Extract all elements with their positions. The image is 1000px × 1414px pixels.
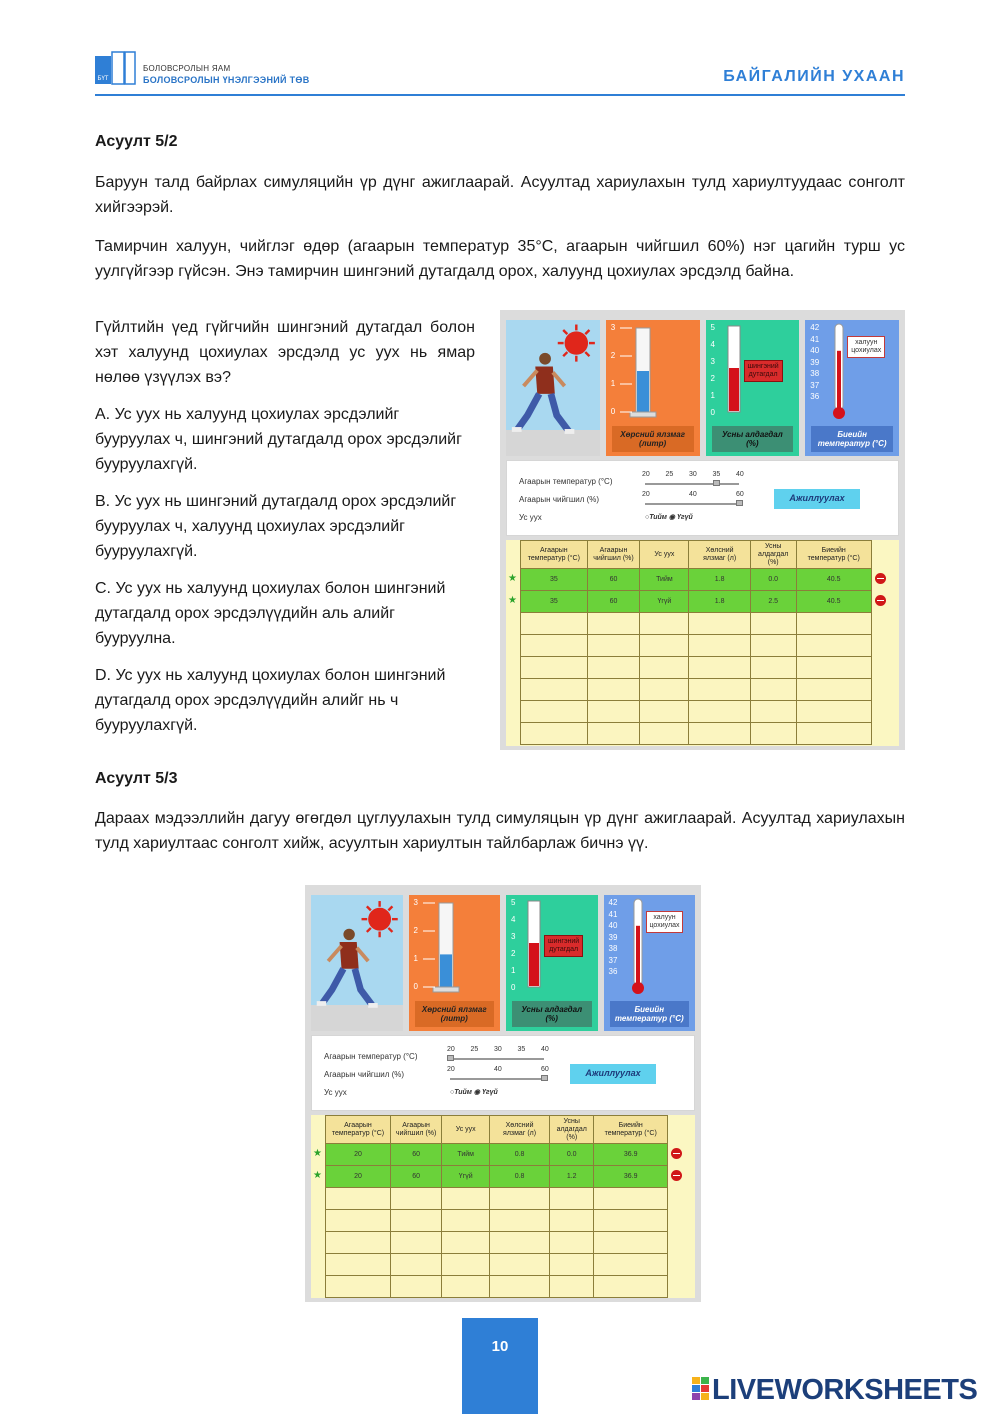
column-header-line: Агаарын: [402, 1121, 430, 1129]
body-temp-label: [811, 426, 893, 452]
table-cell: [750, 613, 796, 635]
simulation-controls: [311, 1035, 695, 1111]
scale-tick: 3: [413, 898, 418, 907]
table-cell: [549, 1210, 593, 1232]
body-temp-label-line: Биеийн: [837, 430, 867, 439]
callout-line: дутагдал: [549, 946, 579, 953]
table-cell: [640, 635, 689, 657]
table-header-row: [521, 541, 872, 569]
scale-tick: 1: [710, 391, 715, 400]
table-cell: [442, 1188, 490, 1210]
dehydration-label: [512, 1001, 592, 1027]
tick-label: 40: [736, 471, 744, 478]
air-temperature-slider[interactable]: [645, 483, 739, 485]
table-cell: [521, 657, 588, 679]
heatstroke-callout: [847, 336, 885, 358]
table-cell: [587, 657, 640, 679]
table-cell: [490, 1276, 550, 1298]
drink-water-label: Ус уух: [519, 513, 542, 522]
table-cell: [326, 1210, 391, 1232]
tick-label: 40: [494, 1066, 502, 1073]
tick-label: 20: [447, 1066, 455, 1073]
column-header-line: (%): [566, 1133, 578, 1141]
column-header: [594, 1116, 668, 1144]
table-cell: 40.5: [796, 569, 871, 591]
table-cell: [587, 613, 640, 635]
table-cell: [640, 657, 689, 679]
table-cell: [796, 657, 871, 679]
column-header: [442, 1116, 490, 1144]
table-row: [326, 1188, 668, 1210]
table-cell: [796, 613, 871, 635]
scale-tick: 38: [608, 944, 618, 953]
drink-water-label: Ус уух: [324, 1088, 347, 1097]
question-5-3-intro: Дараах мэдээллийн дагуу өгөгдөл цуглуулахын тулд симуляцын үр дүнг ажиглаарай. Асуултад хариулахын тулд хариултаас сонголт хийж, асуултын хариултын тайлбарлаж бичнэ үү.: [95, 810, 905, 852]
scale-tick: 36: [810, 392, 820, 401]
tick-label: 35: [517, 1046, 526, 1053]
graduated-cylinder-icon: [423, 899, 473, 997]
tick-label: 30: [689, 471, 697, 478]
table-cell: [326, 1276, 391, 1298]
runner-panel: [506, 320, 600, 456]
results-table-area: [311, 1115, 695, 1298]
table-cell: 20: [326, 1166, 391, 1188]
table-cell: Үгүй: [640, 591, 689, 613]
table-cell: [689, 701, 750, 723]
column-header-line: ялзмаг (л): [503, 1129, 537, 1137]
scale-tick: 40: [810, 346, 820, 355]
table-cell: 36.9: [594, 1144, 668, 1166]
tick-label: 20: [642, 471, 650, 478]
dehydration-label-line: (%): [746, 439, 759, 448]
body-temp-label-line: Биеийн: [634, 1005, 665, 1014]
table-cell: [549, 1188, 593, 1210]
column-header-line: Агаарын: [599, 546, 628, 554]
column-header-line: Хөлсний: [505, 1121, 534, 1129]
callout-line: халуун: [855, 339, 878, 346]
liveworksheets-logo-icon: [692, 1377, 710, 1401]
sun-icon: [558, 325, 595, 362]
sweat-volume-label-line: (литр): [639, 439, 667, 448]
table-cell: [750, 723, 796, 745]
column-header-line: температур (°C): [807, 554, 860, 562]
table-cell: [521, 723, 588, 745]
table-cell: [326, 1232, 391, 1254]
simulation-1: [500, 310, 905, 750]
table-row: [521, 723, 872, 745]
callout-line: цохиулах: [649, 922, 680, 929]
answer-option-a[interactable]: A. Ус уух нь халуунд цохиулах эрсдэлийг бууруулах ч, шингэний дутагдалд орох эрсдэлийг бууруулахгүй.: [95, 406, 462, 473]
dehydration-panel: [506, 895, 598, 1031]
body-temp-label-line: температур (°C): [614, 1014, 684, 1023]
table-row: [326, 1254, 668, 1276]
column-header: [796, 541, 871, 569]
table-cell: 1.8: [689, 591, 750, 613]
column-header-line: температур (°C): [331, 1129, 385, 1137]
table-cell: 0.0: [549, 1144, 593, 1166]
table-cell: [689, 679, 750, 701]
question-5-3-title: Асуулт 5/3: [95, 770, 178, 787]
row-star-icon: ★: [313, 1170, 322, 1181]
column-header-line: Биеийн: [821, 546, 846, 554]
table-cell: 35: [521, 591, 588, 613]
tick-label: 20: [642, 491, 650, 498]
scale-tick: 42: [608, 898, 618, 907]
table-cell: [689, 613, 750, 635]
column-header-line: Биеийн: [618, 1121, 643, 1129]
table-cell: [750, 701, 796, 723]
scale-tick: 3: [511, 932, 516, 941]
runner-illustration-icon: [311, 895, 403, 1031]
table-row: [326, 1166, 668, 1188]
simulation-controls: [506, 460, 899, 536]
run-button[interactable]: Ажиллуулах: [570, 1064, 656, 1084]
table-cell: [521, 635, 588, 657]
row-star-icon: ★: [508, 595, 517, 606]
scale-tick: 39: [810, 357, 820, 367]
tick-label: 60: [736, 491, 744, 498]
table-cell: [521, 701, 588, 723]
question-5-2-title: Асуулт 5/2: [95, 133, 178, 150]
table-row: [521, 657, 872, 679]
tick-label: 40: [689, 491, 697, 498]
dehydration-label-line: (%): [545, 1014, 558, 1023]
column-header: [750, 541, 796, 569]
scale-tick: 1: [413, 954, 418, 963]
table-cell: [594, 1232, 668, 1254]
tick-label: 20: [447, 1046, 455, 1053]
sweat-volume-label: [415, 1001, 495, 1027]
table-cell: [390, 1276, 441, 1298]
air-humidity-slider[interactable]: [450, 1078, 544, 1080]
row-star-icon: ★: [313, 1148, 322, 1159]
question-5-2-prompt: Гүйлтийн үед гүйгчийн шингэний дутагдал болон хэт халуунд цохиулах эрсдэлд ус уух нь ямар нөлөө үзүүлэх вэ?: [95, 319, 475, 386]
sun-icon: [362, 901, 398, 937]
body-temp-label: [610, 1001, 690, 1027]
sweat-volume-label-line: Хөрсний ялзмаг: [620, 430, 685, 439]
table-cell: [796, 635, 871, 657]
table-row: [521, 701, 872, 723]
air-temperature-slider[interactable]: [450, 1058, 544, 1060]
table-row: [521, 635, 872, 657]
dehydration-panel: [706, 320, 800, 456]
dehydration-bar-icon: [726, 324, 746, 416]
table-cell: [390, 1254, 441, 1276]
results-table-area: [506, 540, 899, 746]
table-cell: [796, 679, 871, 701]
scale-tick: 4: [710, 340, 715, 349]
scale-tick: 37: [810, 380, 820, 390]
callout-line: дутагдал: [748, 371, 778, 378]
sweat-cylinder-panel: [409, 895, 501, 1031]
table-cell: [490, 1254, 550, 1276]
results-table: [325, 1115, 668, 1298]
table-cell: 35: [521, 569, 588, 591]
table-row: [326, 1232, 668, 1254]
table-cell: Тийм: [442, 1144, 490, 1166]
scale-tick: 41: [608, 909, 618, 919]
table-cell: [490, 1188, 550, 1210]
tick-label: 25: [470, 1046, 479, 1053]
table-cell: [689, 723, 750, 745]
table-cell: 2.5: [750, 591, 796, 613]
ministry-logo-icon: [95, 50, 137, 86]
table-cell: 0.0: [750, 569, 796, 591]
table-row: [326, 1210, 668, 1232]
table-cell: [390, 1232, 441, 1254]
table-cell: [750, 635, 796, 657]
scale-tick: 5: [511, 898, 516, 907]
table-cell: [750, 679, 796, 701]
table-cell: [326, 1254, 391, 1276]
tick-label: 35: [712, 471, 721, 478]
question-5-2-scenario: Тамирчин халуун, чийглэг өдөр (агаарын температур 35°C, агаарын чийгшил 60%) нэг цагийн турш ус уулгүйгээр гүйсэн. Энэ тамирчин шингэний дутагдалд орох, халуунд цохиулах эрсдэлд байна.: [95, 238, 905, 280]
scale-tick: 1: [511, 966, 516, 975]
subject-title: БАЙГАЛИЙН УХААН: [723, 68, 905, 85]
table-row: [521, 613, 872, 635]
delete-row-icon[interactable]: [875, 573, 886, 584]
table-cell: 60: [587, 569, 640, 591]
table-cell: [587, 679, 640, 701]
table-cell: Тийм: [640, 569, 689, 591]
dehydration-callout: [744, 360, 783, 382]
table-cell: 60: [587, 591, 640, 613]
table-cell: [640, 701, 689, 723]
scale-tick: 0: [511, 983, 516, 992]
table-cell: [587, 723, 640, 745]
table-cell: [640, 723, 689, 745]
answer-option-c[interactable]: C. Ус уух нь халуунд цохиулах болон шингэний дутагдалд орох эрсдэлүүдийн аль алийг бууруулна.: [95, 580, 446, 647]
simulation-2: [305, 885, 701, 1302]
graduated-cylinder-icon: [620, 324, 670, 422]
tick-label: 30: [494, 1046, 502, 1053]
org-name-center: БОЛОВСРОЛЫН ҮНЭЛГЭЭНИЙ ТӨВ: [143, 75, 310, 85]
dehydration-bar-icon: [526, 899, 546, 991]
radio-yes[interactable]: ○Тийм: [645, 514, 669, 521]
delete-row-icon[interactable]: [875, 595, 886, 606]
sweat-cylinder-panel: [606, 320, 700, 456]
table-cell: 36.9: [594, 1166, 668, 1188]
column-header: [549, 1116, 593, 1144]
air-temperature-label: Агаарын температур (°C): [324, 1052, 418, 1061]
table-cell: [549, 1232, 593, 1254]
table-row: [521, 679, 872, 701]
table-cell: [640, 679, 689, 701]
table-cell: [689, 657, 750, 679]
table-row: [326, 1276, 668, 1298]
radio-yes[interactable]: ○Тийм: [450, 1089, 474, 1096]
column-header-line: ялзмаг (л): [703, 554, 737, 562]
answer-option-b[interactable]: B. Ус уух нь шингэний дутагдалд орох эрсдэлийг бууруулах ч, халуунд цохиулах эрсдэлийг бууруулахгүй.: [95, 493, 457, 560]
org-name-ministry: БОЛОВСРОЛЫН ЯАМ: [143, 64, 231, 73]
tick-label: 60: [541, 1066, 549, 1073]
runner-panel: [311, 895, 403, 1031]
scale-tick: 2: [610, 351, 616, 360]
callout-line: цохиулах: [851, 347, 882, 354]
scale-tick: 39: [608, 932, 618, 942]
scale-tick: 41: [810, 334, 820, 344]
column-header: [326, 1116, 391, 1144]
table-cell: [594, 1210, 668, 1232]
scale-tick: 2: [413, 926, 418, 935]
table-cell: [390, 1210, 441, 1232]
body-temp-panel: [604, 895, 696, 1031]
air-humidity-slider[interactable]: [645, 503, 739, 505]
column-header: [521, 541, 588, 569]
drink-water-radio-group[interactable]: [645, 513, 693, 521]
radio-no[interactable]: ◉ Үгүй: [668, 514, 693, 521]
table-row: [521, 591, 872, 613]
column-header: [640, 541, 689, 569]
row-star-icon: ★: [508, 573, 517, 584]
column-header-line: Агаарын: [344, 1121, 372, 1129]
dehydration-label: [712, 426, 794, 452]
air-humidity-label: Агаарын чийгшил (%): [324, 1070, 405, 1079]
scale-tick: 5: [710, 323, 715, 332]
air-temperature-slider-handle[interactable]: [713, 480, 720, 486]
table-cell: 0.8: [490, 1166, 550, 1188]
scale-tick: 0: [710, 408, 715, 417]
column-header-line: Агаарын: [540, 546, 568, 554]
column-header: [587, 541, 640, 569]
table-cell: [521, 613, 588, 635]
column-header-line: температур (°C): [604, 1129, 657, 1137]
table-cell: [549, 1254, 593, 1276]
air-humidity-slider-handle[interactable]: [736, 500, 743, 506]
heatstroke-callout: [646, 911, 684, 933]
column-header: [390, 1116, 441, 1144]
column-header-line: Ус уух: [455, 1125, 476, 1133]
scale-tick: 1: [610, 379, 616, 388]
scale-tick: 0: [413, 982, 418, 991]
scale-tick: 0: [610, 407, 616, 416]
table-cell: [442, 1232, 490, 1254]
column-header: [689, 541, 750, 569]
table-cell: [549, 1276, 593, 1298]
table-cell: [390, 1188, 441, 1210]
radio-no[interactable]: ◉ Үгүй: [473, 1089, 498, 1096]
table-cell: [587, 701, 640, 723]
tick-label: 40: [541, 1046, 549, 1053]
sweat-volume-label-line: (литр): [440, 1014, 468, 1023]
scale-tick: 3: [610, 323, 616, 332]
table-cell: 1.2: [549, 1166, 593, 1188]
column-header-line: чийгшил (%): [395, 1129, 437, 1137]
runner-illustration-icon: [506, 320, 600, 456]
table-cell: [594, 1276, 668, 1298]
table-cell: [796, 701, 871, 723]
table-header-row: [326, 1116, 668, 1144]
air-humidity-label: Агаарын чийгшил (%): [519, 495, 600, 504]
air-humidity-slider-handle[interactable]: [541, 1075, 548, 1081]
column-header-line: алдагдал: [758, 550, 789, 558]
table-cell: [490, 1232, 550, 1254]
table-cell: [689, 635, 750, 657]
table-row: [326, 1144, 668, 1166]
scale-tick: 37: [608, 955, 618, 965]
scale-tick: 3: [710, 357, 715, 366]
body-temp-panel: [805, 320, 899, 456]
table-cell: [796, 723, 871, 745]
callout-line: халуун: [653, 914, 676, 921]
table-cell: 40.5: [796, 591, 871, 613]
scale-tick: 42: [810, 323, 820, 332]
table-cell: 20: [326, 1144, 391, 1166]
table-cell: [594, 1188, 668, 1210]
table-cell: [490, 1210, 550, 1232]
dehydration-label-line: Усны алдагдал: [521, 1005, 583, 1014]
question-5-2-body: [95, 315, 475, 750]
run-button[interactable]: Ажиллуулах: [774, 489, 860, 509]
drink-water-radio-group[interactable]: [450, 1088, 498, 1096]
delete-row-icon[interactable]: [671, 1148, 682, 1159]
callout-line: шингэний: [548, 938, 580, 945]
table-cell: 1.8: [689, 569, 750, 591]
table-cell: [442, 1276, 490, 1298]
column-header-line: чийгшил (%): [593, 554, 634, 562]
table-cell: [442, 1210, 490, 1232]
table-cell: 60: [390, 1166, 441, 1188]
air-temperature-label: Агаарын температур (°C): [519, 477, 613, 486]
column-header-line: алдагдал: [556, 1125, 587, 1133]
column-header-line: Усны: [764, 542, 782, 550]
callout-line: шингэний: [747, 363, 779, 370]
table-cell: [640, 613, 689, 635]
delete-row-icon[interactable]: [671, 1170, 682, 1181]
table-cell: [326, 1188, 391, 1210]
table-cell: 60: [390, 1144, 441, 1166]
scale-tick: 36: [608, 967, 618, 976]
dehydration-label-line: Усны алдагдал: [722, 430, 783, 439]
table-cell: [442, 1254, 490, 1276]
scale-tick: 40: [608, 921, 618, 930]
page-number: 10: [462, 1318, 538, 1414]
table-row: [521, 569, 872, 591]
question-5-2-intro: Баруун талд байрлах симуляцийн үр дүнг ажиглаарай. Асуултад хариулахын тулд хариултуудаас сонголт хийгээрэй.: [95, 174, 905, 216]
table-cell: [750, 657, 796, 679]
column-header-line: температур (°C): [527, 554, 580, 562]
sweat-volume-label-line: Хөрсний ялзмаг: [421, 1005, 487, 1014]
scale-tick: 4: [511, 915, 516, 924]
table-cell: Үгүй: [442, 1166, 490, 1188]
table-cell: 0.8: [490, 1144, 550, 1166]
tick-label: 25: [665, 471, 674, 478]
column-header: [490, 1116, 550, 1144]
table-cell: [587, 635, 640, 657]
scale-tick: 38: [810, 369, 820, 378]
answer-option-d[interactable]: D. Ус уух нь халуунд цохиулах болон шингэний дутагдалд орох эрсдэлүүдийн алийг нь ч бууруулахгүй.: [95, 667, 446, 734]
page-header: [95, 50, 905, 96]
table-cell: [594, 1254, 668, 1276]
column-header-line: Ус уух: [654, 550, 675, 558]
body-temp-label-line: температур (°C): [817, 439, 887, 448]
air-temperature-slider-handle[interactable]: [447, 1055, 454, 1061]
dehydration-callout: [544, 935, 583, 957]
svg-text:БҮТ: БҮТ: [97, 76, 109, 82]
column-header-line: Хөлсний: [705, 546, 734, 554]
column-header-line: Усны: [563, 1117, 580, 1125]
column-header-line: (%): [767, 558, 779, 566]
sweat-volume-label: [612, 426, 694, 452]
liveworksheets-wordmark: LIVEWORKSHEETS: [712, 1374, 978, 1406]
table-cell: [521, 679, 588, 701]
results-table: [520, 540, 872, 745]
scale-tick: 2: [511, 949, 516, 958]
scale-tick: 2: [710, 374, 715, 383]
